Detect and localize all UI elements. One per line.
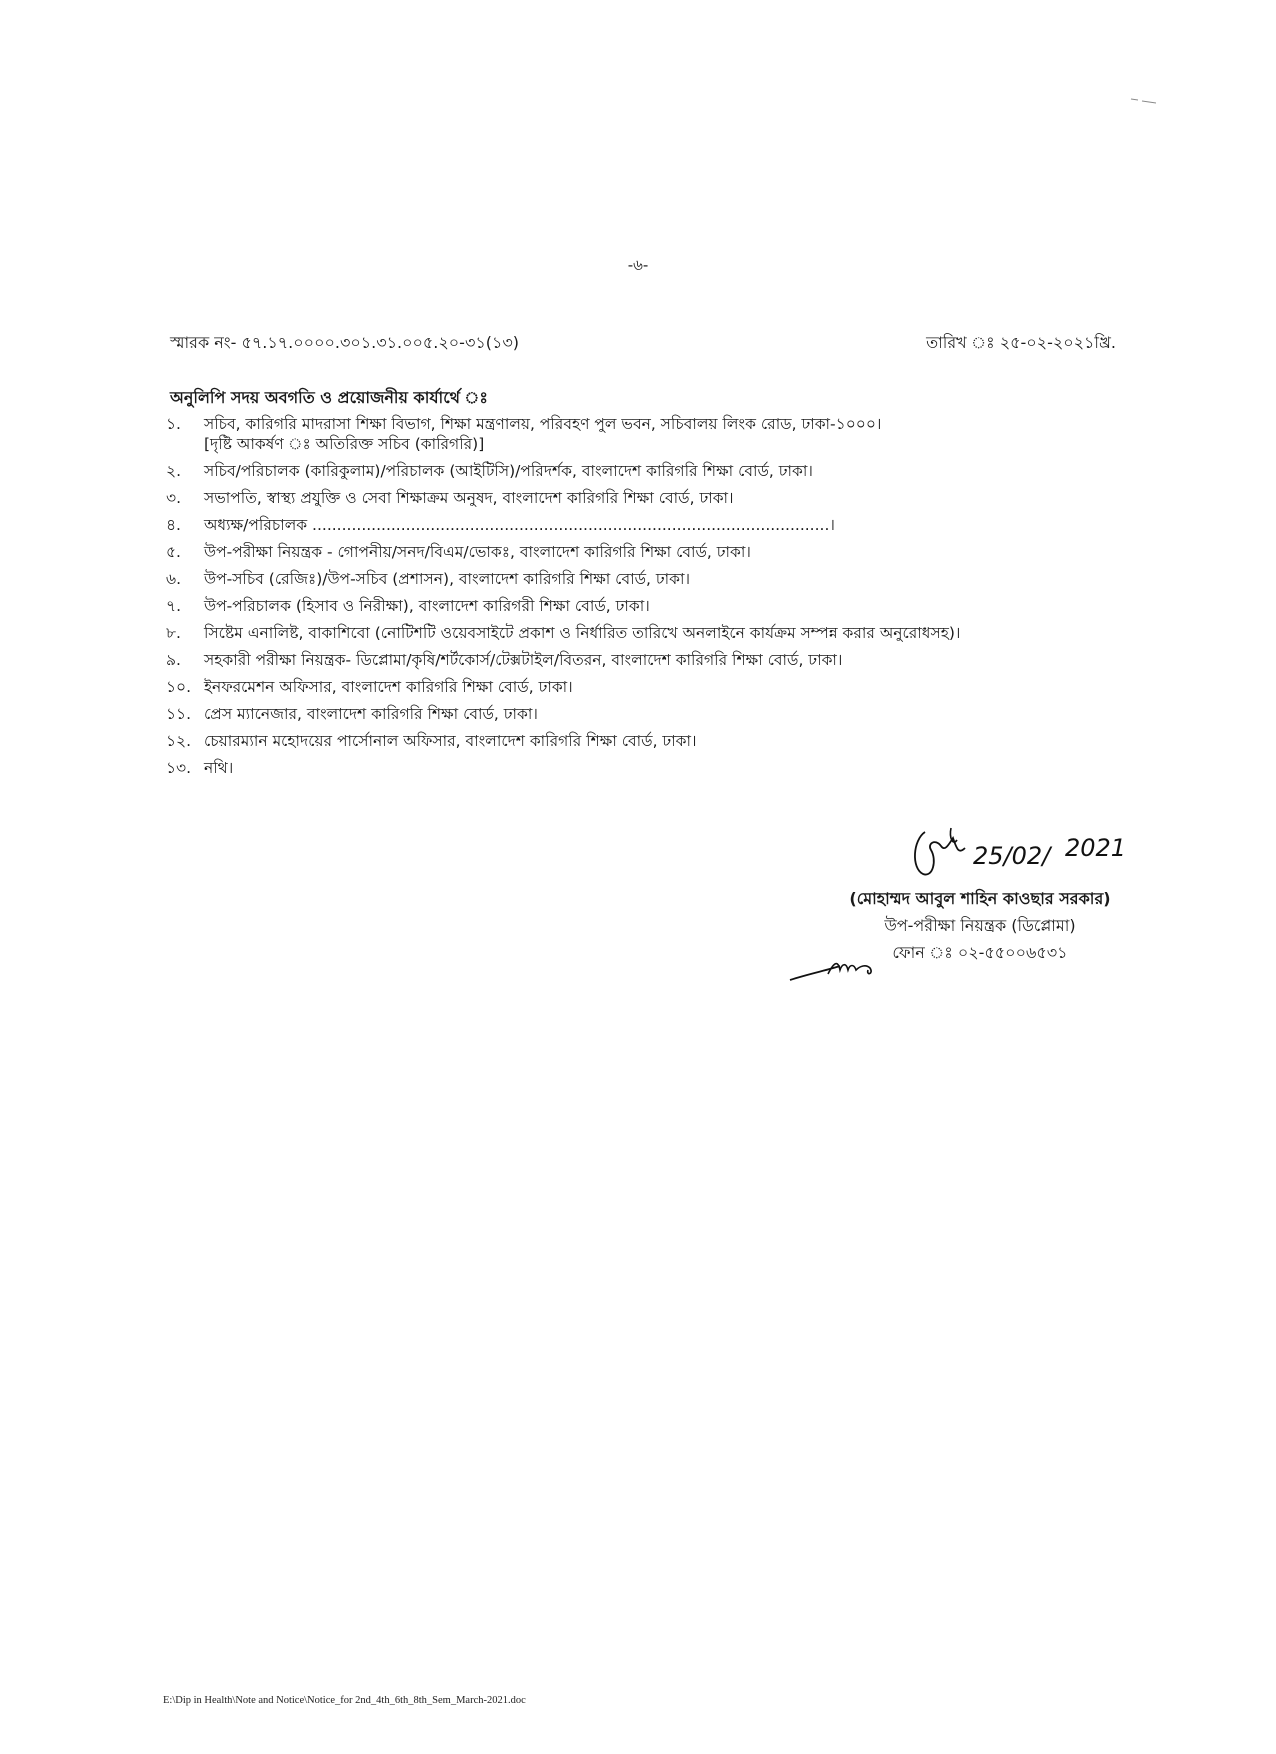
item-text-main: সচিব, কারিগরি মাদরাসা শিক্ষা বিভাগ, শিক্ষা মন্ত্রণালয়, পরিবহণ পুল ভবন, সচিবালয় লিংক রোড, ঢাকা-১০০০।	[204, 415, 882, 433]
list-item	[166, 515, 1126, 535]
item-text: ইনফরমেশন অফিসার, বাংলাদেশ কারিগরি শিক্ষা বোর্ড, ঢাকা।	[204, 678, 573, 696]
page-number: -৬-	[627, 256, 649, 274]
item-number: ১২.	[166, 732, 192, 750]
list-item	[166, 758, 1126, 778]
handwritten-signature	[905, 820, 1135, 880]
list-item	[166, 542, 1126, 562]
item-number: ৬.	[166, 570, 182, 588]
item-note: [দৃষ্টি আকর্ষণ ঃ অতিরিক্ত সচিব (কারিগরি)]	[204, 435, 485, 453]
item-number: ১১.	[166, 705, 192, 723]
item-text: নথি।	[204, 759, 234, 777]
memo-number: স্মারক নং- ৫৭.১৭.০০০০.৩০১.৩১.০০৫.২০-৩১(১৩)	[170, 333, 520, 352]
list-item	[166, 731, 1126, 751]
list-item	[166, 623, 1126, 643]
list-item	[166, 414, 1126, 454]
list-item	[166, 461, 1126, 481]
list-item	[166, 704, 1126, 724]
list-item	[166, 488, 1126, 508]
svg-text:25/02/: 25/02/	[973, 842, 1051, 870]
item-text: সভাপতি, স্বাস্থ্য প্রযুক্তি ও সেবা শিক্ষাক্রম অনুষদ, বাংলাদেশ কারিগরি শিক্ষা বোর্ড, ঢাকা।	[204, 489, 734, 507]
copy-heading: অনুলিপি সদয় অবগতি ও প্রয়োজনীয় কার্যার্থে ঃ	[170, 388, 488, 407]
item-number: ৯.	[166, 651, 181, 669]
signatory-phone: ফোন ঃ ০২-৫৫০০৬৫৩১	[892, 943, 1068, 962]
item-text: সহকারী পরীক্ষা নিয়ন্ত্রক- ডিপ্লোমা/কৃষি/শর্টকোর্স/টেক্সটাইল/বিতরন, বাংলাদেশ কারিগরি শিক্ষা বোর্ড, ঢাকা।	[204, 651, 843, 669]
item-text	[204, 414, 1126, 454]
item-text: সচিব/পরিচালক (কারিকুলাম)/পরিচালক (আইটিসি)/পরিদর্শক, বাংলাদেশ কারিগরি শিক্ষা বোর্ড, ঢাকা।	[204, 462, 813, 480]
list-item	[166, 596, 1126, 616]
item-text: উপ-সচিব (রেজিঃ)/উপ-সচিব (প্রশাসন), বাংলাদেশ কারিগরি শিক্ষা বোর্ড, ঢাকা।	[204, 570, 690, 588]
list-item	[166, 650, 1126, 670]
svg-text:2021: 2021	[1065, 834, 1127, 862]
item-number: ৪.	[166, 516, 181, 534]
list-item	[166, 569, 1126, 589]
signatory-name: (মোহাম্মদ আবুল শাহিন কাওছার সরকার)	[849, 889, 1111, 908]
scan-mark	[1130, 96, 1158, 104]
memo-date: তারিখ ঃ ২৫-০২-২০২১খ্রি.	[926, 333, 1116, 352]
list-item	[166, 677, 1126, 697]
item-number: ৮.	[166, 624, 181, 642]
signatory-designation: উপ-পরীক্ষা নিয়ন্ত্রক (ডিপ্লোমা)	[884, 916, 1076, 935]
item-text: প্রেস ম্যানেজার, বাংলাদেশ কারিগরি শিক্ষা বোর্ড, ঢাকা।	[204, 705, 538, 723]
item-number: ৩.	[166, 489, 182, 507]
item-number: ৭.	[166, 597, 182, 615]
item-number: ১৩.	[166, 759, 192, 777]
item-text: উপ-পরীক্ষা নিয়ন্ত্রক - গোপনীয়/সনদ/বিএম/ভোকঃ, বাংলাদেশ কারিগরি শিক্ষা বোর্ড, ঢাকা।	[204, 543, 751, 561]
item-text: অধ্যক্ষ/পরিচালক .........................................................................................................।	[204, 516, 835, 534]
item-text: চেয়ারম্যান মহোদয়ের পার্সোনাল অফিসার, বাংলাদেশ কারিগরি শিক্ষা বোর্ড, ঢাকা।	[204, 732, 697, 750]
item-number: ৫.	[166, 543, 181, 561]
item-text: উপ-পরিচালক (হিসাব ও নিরীক্ষা), বাংলাদেশ কারিগরী শিক্ষা বোর্ড, ঢাকা।	[204, 597, 650, 615]
distribution-list	[166, 414, 1126, 785]
item-number: ১.	[166, 415, 181, 433]
footer-file-path: E:\Dip in Health\Note and Notice\Notice_for 2nd_4th_6th_8th_Sem_March-2021.doc	[163, 1695, 526, 1706]
item-text: সিষ্টেম এনালিষ্ট, বাকাশিবো (নোটিশটি ওয়েবসাইটে প্রকাশ ও নির্ধারিত তারিখে অনলাইনে কার্যক্রম সম্পন্ন করার অনুরোধসহ)।	[204, 624, 961, 642]
handwritten-initial	[788, 952, 898, 986]
item-number: ১০.	[166, 678, 192, 696]
item-number: ২.	[166, 462, 182, 480]
